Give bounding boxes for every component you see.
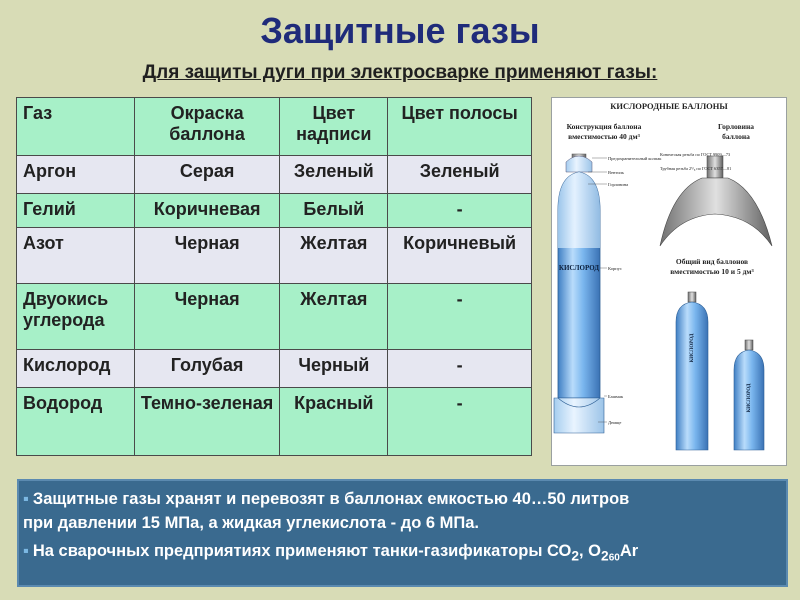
bullet-icon: ▪ (23, 542, 29, 560)
gas-table (16, 97, 532, 456)
table-cell: Коричневая (134, 194, 280, 228)
table-cell: Белый (280, 194, 388, 228)
small-cylinder-label: КИСЛОРОД (747, 383, 752, 413)
bullet-icon: ▪ (23, 490, 29, 508)
figure-small-caption-1: Общий вид баллонов (675, 257, 749, 266)
table-row (17, 350, 532, 388)
table-header-label-color: Цвет надписи (280, 98, 388, 156)
label-body: Корпус (608, 266, 622, 271)
table-row (17, 156, 532, 194)
label-cap: Предохранительный колпак (608, 156, 662, 161)
figure-title: КИСЛОРОДНЫЕ БАЛЛОНЫ (610, 101, 728, 111)
table-cell: Азот (17, 228, 135, 284)
medium-cylinder-label: КИСЛОРОД (690, 333, 695, 363)
table-cell: Серая (134, 156, 280, 194)
cylinders-illustration (552, 98, 786, 465)
table-cell: - (388, 388, 532, 456)
small-cylinder (734, 340, 764, 450)
table-cell: Желтая (280, 284, 388, 350)
table-row (17, 228, 532, 284)
figure-right-caption-1: Горловина (717, 122, 755, 131)
table-cell: Двуокись углерода (17, 284, 135, 350)
table-cell: Кислород (17, 350, 135, 388)
oxygen-cylinders-figure (551, 97, 787, 466)
large-cylinder (554, 154, 604, 433)
table-cell: Аргон (17, 156, 135, 194)
info-line-1: ▪ Защитные газы хранят и перевозят в баллонах емкостью 40…50 литров (23, 490, 630, 508)
table-header-cylinder-color: Окраска баллона (134, 98, 280, 156)
table-cell: Голубая (134, 350, 280, 388)
label-bottom: Днище (608, 420, 622, 425)
table-cell: Гелий (17, 194, 135, 228)
table-header-stripe-color: Цвет полосы (388, 98, 532, 156)
label-shoe: Башмак (608, 394, 624, 399)
label-neck: Горловина (608, 182, 629, 187)
cylinder-neck-detail (660, 152, 772, 246)
table-cell: Черный (280, 350, 388, 388)
table-cell: Темно-зеленая (134, 388, 280, 456)
figure-left-caption-1: Конструкция баллона (566, 122, 642, 131)
figure-left-caption-2: вместимостью 40 дм³ (568, 132, 640, 141)
table-row (17, 284, 532, 350)
medium-cylinder (676, 292, 708, 450)
table-cell: Зеленый (388, 156, 532, 194)
table-cell: Коричневый (388, 228, 532, 284)
table-cell: - (388, 284, 532, 350)
table-cell: - (388, 194, 532, 228)
figure-small-caption-2: вместимостью 10 и 5 дм³ (670, 267, 754, 276)
large-cylinder-label: КИСЛОРОД (558, 264, 600, 272)
table-header-row (17, 98, 532, 156)
info-box-text (17, 487, 783, 570)
info-line-2: при давлении 15 МПа, а жидкая углекислота - до 6 МПа. (23, 514, 480, 532)
table-cell: Черная (134, 228, 280, 284)
table-cell: Черная (134, 284, 280, 350)
page-title: Защитные газы (260, 10, 540, 51)
table-cell: Желтая (280, 228, 388, 284)
table-header-gas: Газ (17, 98, 135, 156)
label-thread: Коническая резьба по ГОСТ 9909—73 (660, 152, 731, 157)
label-ring: Трубная резьба 2⁵/₈ по ГОСТ 6357—81 (660, 166, 732, 171)
table-cell: Водород (17, 388, 135, 456)
table-cell: Красный (280, 388, 388, 456)
table-row (17, 194, 532, 228)
page-subtitle: Для защиты дуги при электросварке применяют газы: (142, 62, 658, 83)
table-row (17, 388, 532, 456)
table-cell: - (388, 350, 532, 388)
info-line-3: ▪ На сварочных предприятиях применяют танки-газификаторы $СО_2$, $О_{260}Ar$ (23, 542, 639, 564)
figure-right-caption-2: баллона (722, 132, 750, 141)
label-valve: Вентиль (608, 170, 625, 175)
table-cell: Зеленый (280, 156, 388, 194)
